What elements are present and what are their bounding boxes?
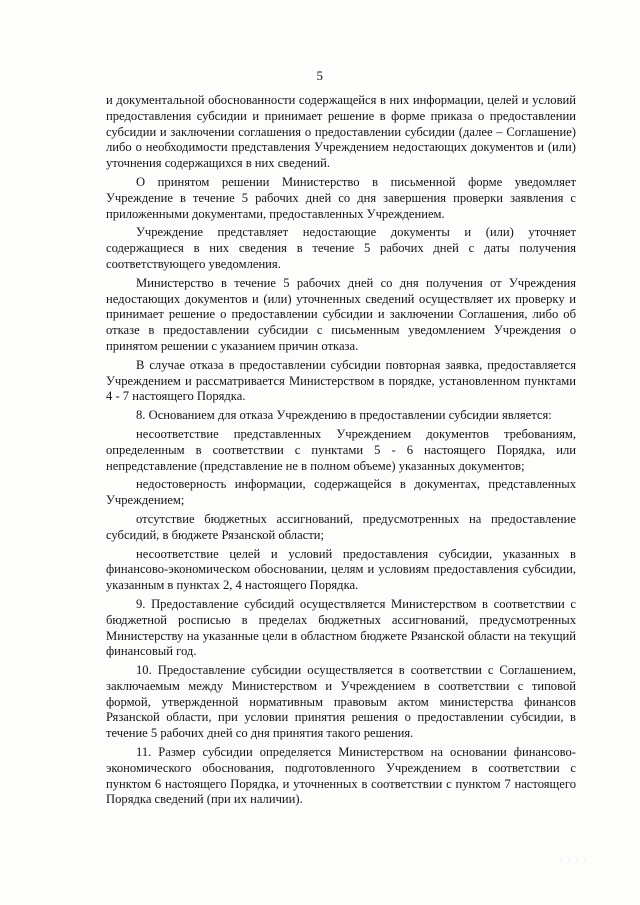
paragraph: и документальной обоснованности содержащейся в них информации, целей и условий предоставления субсидии и принимает решение в форме приказа о предоставлении субсидии и заключении соглашения о предоставлении субсидии (далее – Соглашение) либо о необходимости представления Учреждением недостающих документов и (или) уточнения содержащихся в них сведений.: [106, 93, 576, 171]
paragraph: В случае отказа в предоставлении субсидии повторная заявка, предоставляется Учреждением и рассматривается Министерством в порядке, установленном пунктами 4 - 7 настоящего Порядка.: [106, 357, 576, 404]
paragraph: Учреждение представляет недостающие документы и (или) уточняет содержащиеся в них сведения в течение 5 рабочих дней с даты получения соответствующего уведомления.: [106, 225, 576, 271]
paragraph: 8. Основанием для отказа Учреждению в предоставлении субсидии является:: [136, 408, 552, 423]
document-body: [106, 93, 576, 808]
paragraph: несоответствие представленных Учреждением документов требованиям, определенным в соответствии с пунктами 5 - 6 настоящего Порядка, или непредставление (представление не в полном объеме) указанных документов;: [106, 426, 576, 473]
paragraph: Министерство в течение 5 рабочих дней со дня получения от Учреждения недостающих документов и (или) уточненных сведений осуществляет их проверку и принимает решение о предоставлении субсидии и заключении Соглашения, либо об отказе в предоставлении субсидии с письменным уведомлением Учреждения о принятом решении с указанием причин отказа.: [106, 275, 576, 353]
paragraph: О принятом решении Министерство в письменной форме уведомляет Учреждение в течение 5 рабочих дней со дня завершения проверки заявления с приложенными документами, предоставленных Учреждением.: [106, 174, 576, 221]
paragraph: отсутствие бюджетных ассигнований, предусмотренных на предоставление субсидий, в бюджете Рязанской области;: [106, 511, 576, 542]
paragraph: недостоверность информации, содержащейся в документах, представленных Учреждением;: [106, 477, 576, 508]
scan-noise: · · · ·: [559, 857, 588, 865]
paragraph: 10. Предоставление субсидии осуществляется в соответствии с Соглашением, заключаемым между Министерством и Учреждением в соответствии с типовой формой, утвержденной нормативным правовым актом министерства финансов Рязанской области, при условии принятия решения о предоставлении субсидии, в течение 5 рабочих дней со дня принятия такого решения.: [106, 663, 576, 741]
page-number: 5: [316, 68, 324, 83]
paragraph: 11. Размер субсидии определяется Министерством на основании финансово-экономического обоснования, подготовленного Учреждением в соответствии с пунктом 6 настоящего Порядка, и уточненных в соответствии с пунктом 7 настоящего Порядка сведений (при их наличии).: [106, 745, 576, 807]
paragraph: 9. Предоставление субсидий осуществляется Министерством в соответствии с бюджетной росписью в пределах бюджетных ассигнований, предусмотренных Министерству на указанные цели в областном бюджете Рязанской области на текущий финансовый год.: [106, 596, 576, 659]
paragraph: несоответствие целей и условий предоставления субсидии, указанных в финансово-экономическом обосновании, целям и условиям предоставления субсидии, указанным в пунктах 2, 4 настоящего Порядка.: [106, 546, 576, 593]
